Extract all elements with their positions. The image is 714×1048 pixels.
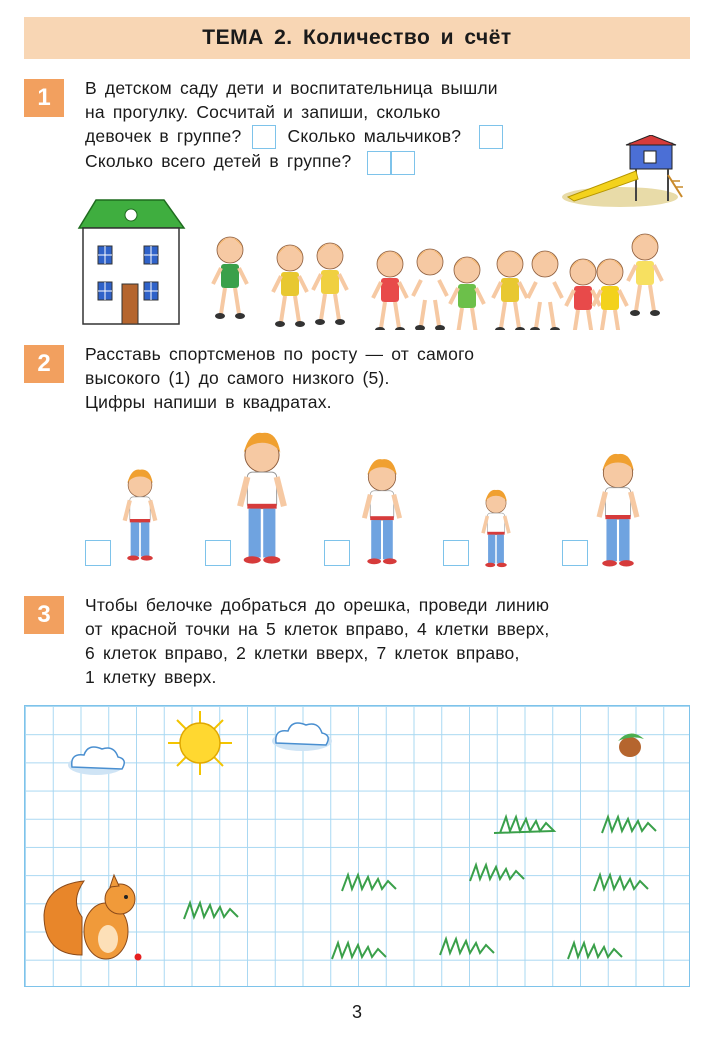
hazelnut-icon [618,733,644,757]
task-2-line-1: Расставь спортсменов по росту — от самого [85,344,475,364]
rank-box-2[interactable] [205,540,231,566]
task-3-text [85,593,549,689]
task-1-total-question: Сколько всего детей в группе? [85,151,352,172]
topic-title: ТЕМА 2. Количество и счёт [202,26,512,49]
cloud-icon [68,747,124,775]
task-3-line-1: Чтобы белочке добраться до орешка, проведи линию [85,595,550,615]
topic-header [24,17,690,59]
task-1-line-1: В детском саду дети и воспитательница вышли [85,78,498,98]
page-number: 3 [351,1002,362,1022]
task-3-number: 3 [24,596,64,634]
task-2-text [85,342,474,414]
playground-slide-illustration [560,135,690,210]
task-2-line-2: высокого (1) до самого низкого (5). [85,368,390,388]
kindergarten-house-illustration [76,198,186,326]
sun-icon [168,711,232,775]
task-2-number: 2 [24,345,64,383]
squirrel-icon [44,875,135,959]
task-1-number: 1 [24,79,64,117]
rank-box-4[interactable] [443,540,469,566]
girls-count-box[interactable] [252,125,276,149]
rank-box-3[interactable] [324,540,350,566]
task-1-text [85,76,506,175]
task-1-boys-question: Сколько мальчиков? [287,126,462,146]
task-3-line-4: 1 клетку вверх. [85,667,217,687]
task-3-line-2: от красной точки на 5 клеток вправо, 4 клетки вверх, [85,619,550,639]
task-3-line-3: 6 клеток вправо, 2 клетки вверх, 7 клеток вправо, [85,643,520,663]
cloud-icon [272,723,332,751]
boys-count-box[interactable] [479,125,503,149]
grass-icon [184,817,656,959]
grid-decorations [24,705,690,987]
task-1-line-2: на прогулку. Сосчитай и запиши, сколько [85,102,441,122]
task-2-line-3: Цифры напиши в квадратах. [85,392,332,412]
total-children-box[interactable] [367,151,415,175]
start-red-dot [135,954,142,961]
children-group-illustration [205,220,680,330]
rank-box-1[interactable] [85,540,111,566]
task-1-girls-question: девочек в группе? [85,126,242,146]
rank-box-5[interactable] [562,540,588,566]
